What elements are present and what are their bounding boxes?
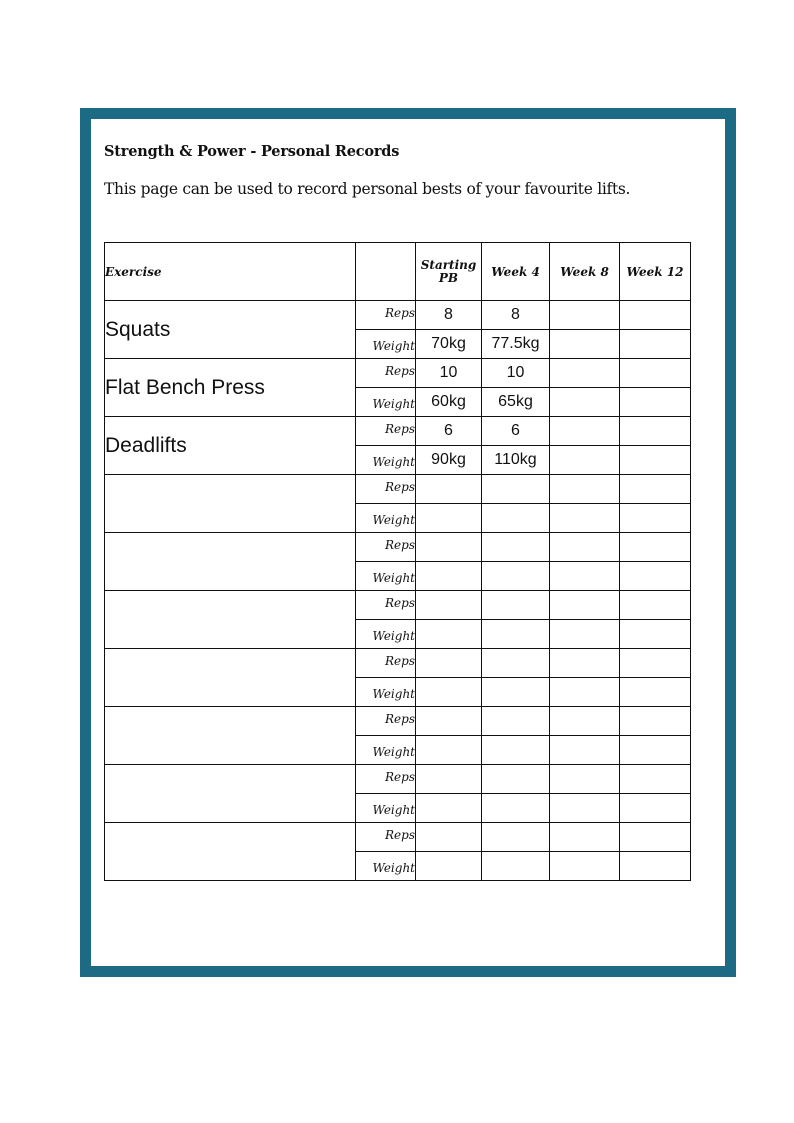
weight-week-8-cell[interactable]	[550, 504, 620, 533]
weight-week-12-cell[interactable]	[620, 330, 691, 359]
weight-week-12-cell[interactable]	[620, 562, 691, 591]
reps-week-12-cell[interactable]	[620, 417, 691, 446]
weight-week-12-cell[interactable]	[620, 852, 691, 881]
reps-week-4-cell[interactable]: 10	[482, 359, 550, 388]
reps-week-4-cell[interactable]	[482, 765, 550, 794]
weight-week-8-cell[interactable]	[550, 388, 620, 417]
reps-label: Reps	[356, 823, 416, 852]
reps-starting-pb-cell[interactable]	[416, 823, 482, 852]
reps-week-8-cell[interactable]	[550, 765, 620, 794]
weight-label: Weight	[356, 504, 416, 533]
weight-week-4-cell[interactable]: 77.5kg	[482, 330, 550, 359]
table-row	[105, 823, 691, 852]
weight-week-8-cell[interactable]	[550, 446, 620, 475]
table-row	[105, 649, 691, 678]
reps-week-12-cell[interactable]	[620, 765, 691, 794]
reps-starting-pb-cell[interactable]: 8	[416, 301, 482, 330]
weight-starting-pb-cell[interactable]	[416, 678, 482, 707]
weight-starting-pb-cell[interactable]	[416, 562, 482, 591]
reps-week-8-cell[interactable]	[550, 591, 620, 620]
weight-week-8-cell[interactable]	[550, 330, 620, 359]
reps-week-8-cell[interactable]	[550, 359, 620, 388]
reps-starting-pb-cell[interactable]	[416, 475, 482, 504]
exercise-name-cell[interactable]	[105, 475, 356, 533]
reps-week-12-cell[interactable]	[620, 475, 691, 504]
weight-week-8-cell[interactable]	[550, 852, 620, 881]
exercise-name-cell[interactable]	[105, 707, 356, 765]
weight-week-8-cell[interactable]	[550, 794, 620, 823]
header-starting-pb	[416, 243, 482, 301]
weight-week-4-cell[interactable]	[482, 562, 550, 591]
reps-week-4-cell[interactable]	[482, 591, 550, 620]
reps-starting-pb-cell[interactable]	[416, 649, 482, 678]
reps-label: Reps	[356, 417, 416, 446]
weight-week-12-cell[interactable]	[620, 794, 691, 823]
reps-week-8-cell[interactable]	[550, 649, 620, 678]
exercise-name-cell[interactable]: Squats	[105, 301, 356, 359]
reps-week-4-cell[interactable]: 6	[482, 417, 550, 446]
weight-week-12-cell[interactable]	[620, 736, 691, 765]
reps-week-4-cell[interactable]	[482, 475, 550, 504]
weight-week-8-cell[interactable]	[550, 678, 620, 707]
page-description: This page can be used to record personal bests of your favourite lifts.	[104, 180, 631, 198]
weight-starting-pb-cell[interactable]	[416, 736, 482, 765]
weight-week-4-cell[interactable]	[482, 620, 550, 649]
reps-week-4-cell[interactable]	[482, 649, 550, 678]
reps-label: Reps	[356, 649, 416, 678]
weight-starting-pb-cell[interactable]	[416, 852, 482, 881]
exercise-name-cell[interactable]	[105, 823, 356, 881]
reps-week-8-cell[interactable]	[550, 417, 620, 446]
reps-label: Reps	[356, 591, 416, 620]
reps-week-12-cell[interactable]	[620, 649, 691, 678]
header-metric	[356, 243, 416, 301]
personal-records-table	[104, 242, 691, 881]
reps-week-8-cell[interactable]	[550, 301, 620, 330]
weight-label: Weight	[356, 794, 416, 823]
weight-week-8-cell[interactable]	[550, 620, 620, 649]
weight-week-12-cell[interactable]	[620, 620, 691, 649]
weight-label: Weight	[356, 446, 416, 475]
table-row	[105, 417, 691, 446]
weight-label: Weight	[356, 620, 416, 649]
reps-starting-pb-cell[interactable]	[416, 591, 482, 620]
table-row	[105, 707, 691, 736]
reps-label: Reps	[356, 533, 416, 562]
weight-starting-pb-cell[interactable]	[416, 504, 482, 533]
reps-week-8-cell[interactable]	[550, 823, 620, 852]
exercise-name-cell[interactable]: Flat Bench Press	[105, 359, 356, 417]
table-header-row	[105, 243, 691, 301]
weight-week-8-cell[interactable]	[550, 736, 620, 765]
weight-week-4-cell[interactable]: 110kg	[482, 446, 550, 475]
weight-week-4-cell[interactable]	[482, 736, 550, 765]
exercise-name-cell[interactable]	[105, 533, 356, 591]
reps-label: Reps	[356, 359, 416, 388]
weight-label: Weight	[356, 852, 416, 881]
weight-label: Weight	[356, 330, 416, 359]
table-row	[105, 765, 691, 794]
weight-label: Weight	[356, 736, 416, 765]
weight-week-4-cell[interactable]: 65kg	[482, 388, 550, 417]
header-week-12: Week 12	[620, 243, 691, 301]
weight-week-4-cell[interactable]	[482, 504, 550, 533]
header-week-8: Week 8	[550, 243, 620, 301]
reps-starting-pb-cell[interactable]	[416, 707, 482, 736]
weight-starting-pb-cell[interactable]: 70kg	[416, 330, 482, 359]
exercise-name-cell[interactable]: Deadlifts	[105, 417, 356, 475]
reps-week-4-cell[interactable]: 8	[482, 301, 550, 330]
weight-week-4-cell[interactable]	[482, 678, 550, 707]
table-row	[105, 475, 691, 504]
weight-label: Weight	[356, 678, 416, 707]
table-row	[105, 533, 691, 562]
table-row	[105, 301, 691, 330]
header-starting-line1: Starting	[420, 257, 477, 272]
weight-week-8-cell[interactable]	[550, 562, 620, 591]
weight-week-4-cell[interactable]	[482, 794, 550, 823]
weight-starting-pb-cell[interactable]: 90kg	[416, 446, 482, 475]
weight-week-12-cell[interactable]	[620, 388, 691, 417]
table-row	[105, 359, 691, 388]
reps-label: Reps	[356, 475, 416, 504]
exercise-name-cell[interactable]	[105, 591, 356, 649]
exercise-name-cell[interactable]	[105, 649, 356, 707]
header-starting-line2: PB	[438, 270, 459, 285]
reps-label: Reps	[356, 301, 416, 330]
table-row	[105, 591, 691, 620]
reps-week-12-cell[interactable]	[620, 707, 691, 736]
weight-label: Weight	[356, 388, 416, 417]
reps-starting-pb-cell[interactable]	[416, 765, 482, 794]
weight-starting-pb-cell[interactable]	[416, 794, 482, 823]
reps-week-12-cell[interactable]	[620, 533, 691, 562]
weight-label: Weight	[356, 562, 416, 591]
weight-starting-pb-cell[interactable]	[416, 620, 482, 649]
records-body	[105, 301, 691, 881]
weight-week-12-cell[interactable]	[620, 446, 691, 475]
reps-week-12-cell[interactable]	[620, 823, 691, 852]
reps-week-8-cell[interactable]	[550, 533, 620, 562]
reps-starting-pb-cell[interactable]: 10	[416, 359, 482, 388]
reps-label: Reps	[356, 707, 416, 736]
weight-starting-pb-cell[interactable]: 60kg	[416, 388, 482, 417]
header-week-4: Week 4	[482, 243, 550, 301]
reps-starting-pb-cell[interactable]: 6	[416, 417, 482, 446]
reps-week-12-cell[interactable]	[620, 359, 691, 388]
reps-week-4-cell[interactable]	[482, 823, 550, 852]
reps-week-12-cell[interactable]	[620, 301, 691, 330]
reps-week-4-cell[interactable]	[482, 707, 550, 736]
page-title: Strength & Power - Personal Records	[104, 143, 400, 160]
weight-week-12-cell[interactable]	[620, 678, 691, 707]
reps-week-12-cell[interactable]	[620, 591, 691, 620]
header-exercise: Exercise	[105, 243, 356, 301]
weight-week-4-cell[interactable]	[482, 852, 550, 881]
reps-label: Reps	[356, 765, 416, 794]
reps-week-4-cell[interactable]	[482, 533, 550, 562]
exercise-name-cell[interactable]	[105, 765, 356, 823]
reps-starting-pb-cell[interactable]	[416, 533, 482, 562]
reps-week-8-cell[interactable]	[550, 475, 620, 504]
weight-week-12-cell[interactable]	[620, 504, 691, 533]
reps-week-8-cell[interactable]	[550, 707, 620, 736]
